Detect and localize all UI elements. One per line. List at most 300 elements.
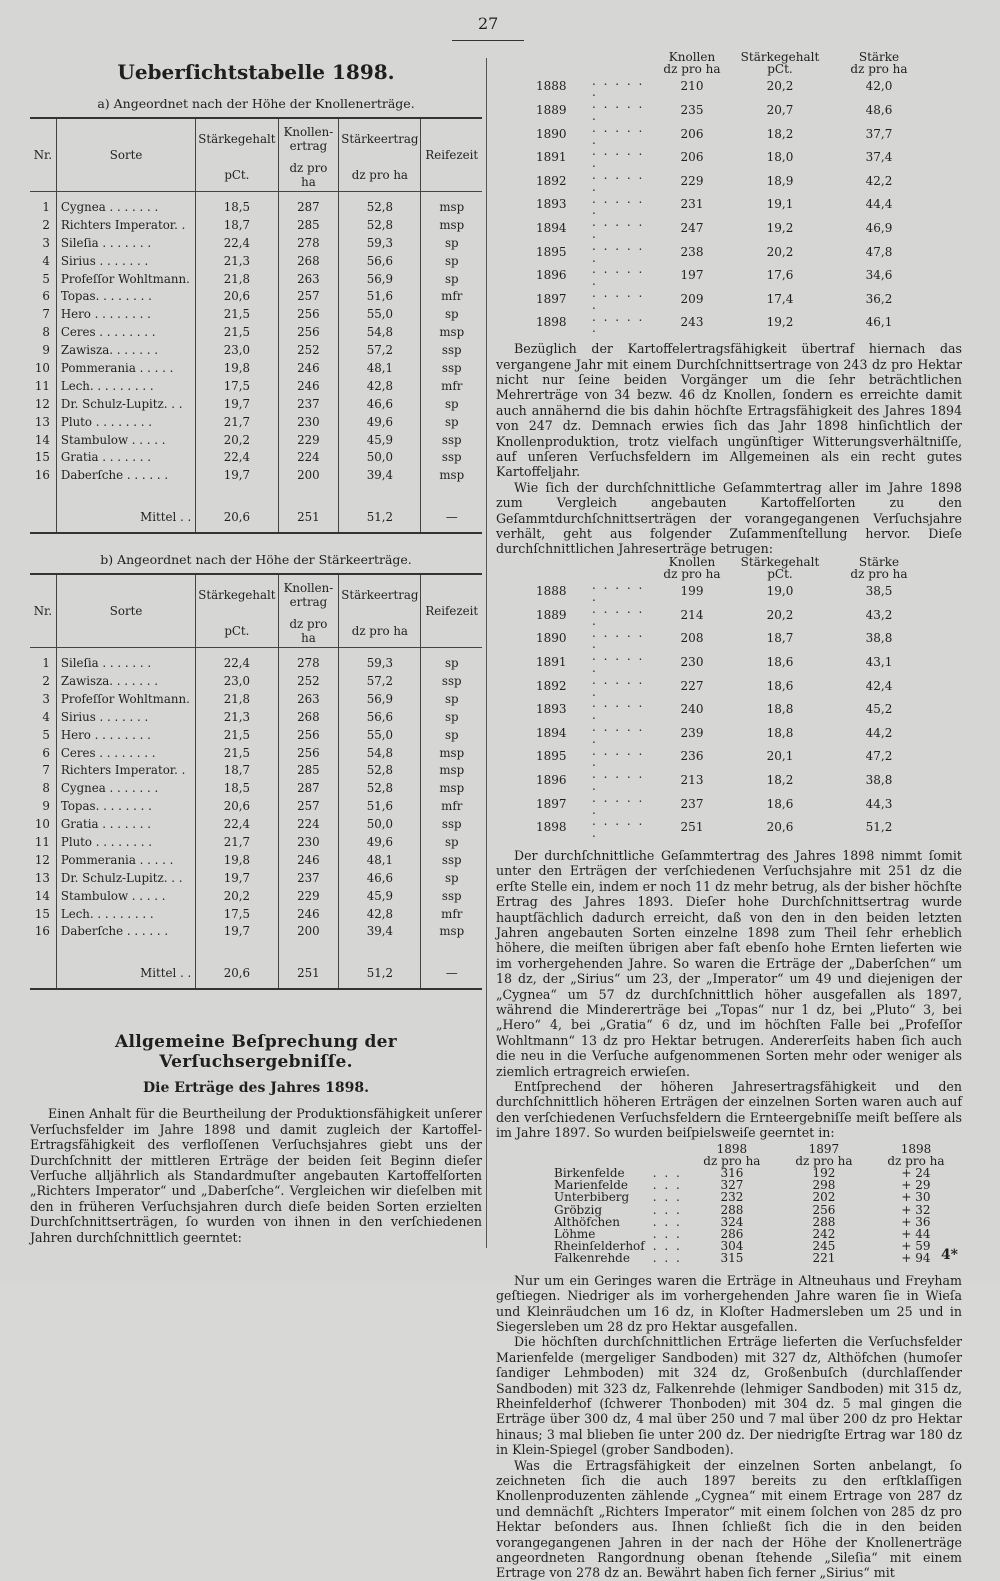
variety-name: Dr. Schulz-Lupitz. . . [56,869,195,887]
starch-content: 23,0 [196,341,278,359]
right-paragraph-6: Die höchſten durchſchnittlichen Erträge lieferten die Verſuchsfelder Marienfelde (mergeliger Sandboden) mit 327 dz, Althöfchen (humoſer ſandiger Lehmboden) mit 324 dz, Großenbuſch (durchlaſſender Sandboden) mit 323 dz, Falkenrehde (lehmiger Sandboden) mit 315 dz, Rheinfelderhof (ſchwerer Thonboden) mit 304 dz. 5 mal gingen die Erträge über 300 dz, 4 mal über 250 und 7 mal über 200 dz pro Hektar hinaus; 3 mal blieben ſie unter 200 dz. Der niedrigſte Ertrag war 180 dz in Klein-Spiegel (grober Sandboden). [496,1334,962,1458]
yield-1897: 202 [812,1190,836,1205]
starch-yield: 57,2 [339,341,421,359]
table-row [30,815,482,833]
ripening-time: msp [421,779,482,797]
unit-staerke: dz pro ha [339,159,421,192]
leader-dots: . . . . . . [592,191,645,218]
location-row [550,1191,962,1203]
variety-name: Richters Imperator. . [56,216,195,234]
starch-content: 23,0 [196,672,278,690]
variety-name: Ceres . . . . . . . . [56,323,195,341]
row-number: 5 [42,727,50,742]
header-staerkegehalt: Stärkegehalt [196,118,278,159]
ripening-time: sp [421,413,482,431]
year: 1894 [536,725,567,740]
tuber-yield: 200 [278,923,339,941]
mean-tuber-yield: 251 [278,502,339,533]
starch-content: 18,5 [196,779,278,797]
mean-label: Mittel . . [56,502,195,533]
table-row [30,761,482,779]
table-row [30,216,482,234]
column-divider [486,58,487,1248]
row-number: 11 [34,378,50,393]
row-number: 10 [34,360,50,375]
tuber-yield: 246 [278,377,339,395]
yield-difference: + 94 [901,1251,931,1266]
variety-name: Topas. . . . . . . . [56,287,195,305]
tuber-yield: 229 [278,431,339,449]
table-row [30,305,482,323]
mean-row [30,502,482,533]
ripening-time: ssp [421,448,482,466]
ripening-time: sp [421,654,482,672]
tuber-yield: 251 [680,820,704,835]
table-row [30,270,482,288]
ripening-time: ssp [421,851,482,869]
yield-1897: 245 [812,1239,836,1254]
tuber-yield: 256 [278,305,339,323]
tuber-yield: 230 [680,655,704,670]
starch-content: 19,0 [766,584,794,599]
table-row [30,466,482,484]
year-row [532,99,926,123]
starch-yield: 47,8 [865,244,893,259]
loc-h-diff: 1898 [900,1141,932,1156]
ripening-time: sp [421,252,482,270]
row-number: 4 [42,253,50,268]
tuber-yield: 256 [278,744,339,762]
variety-name: Profeſſor Wohltmann. [56,690,195,708]
tuber-yield: 237 [278,395,339,413]
leader-dots: . . . . . . [592,167,645,194]
row-number: 7 [42,763,50,778]
section-subheading: Die Erträge des Jahres 1898. [143,1080,369,1097]
variety-name: Cygnea . . . . . . . [56,198,195,216]
starch-yield: 56,9 [339,690,421,708]
tuber-yield: 287 [278,198,339,216]
yield-difference: + 44 [901,1227,931,1242]
leader-dots: . . . [652,1166,682,1181]
header-reifezeit: Reifezeit [421,118,482,192]
starch-content: 18,7 [196,761,278,779]
variety-name: Gratia . . . . . . . [56,815,195,833]
table-row [30,779,482,797]
starch-yield: 52,8 [339,779,421,797]
row-number: 10 [34,817,50,832]
row-number: 16 [34,924,50,939]
year: 1890 [536,631,567,646]
year-row [532,769,926,793]
starch-yield: 45,9 [339,431,421,449]
year: 1896 [536,268,567,283]
tuber-yield: 214 [680,607,704,622]
tuber-yield: 256 [278,726,339,744]
starch-content: 21,5 [196,323,278,341]
starch-content: 20,6 [196,797,278,815]
loc-h-1897: 1897 [808,1141,840,1156]
row-number: 13 [34,414,50,429]
yield-difference: + 24 [901,1166,931,1181]
yield-1897: 298 [812,1178,836,1193]
yield-1897: 256 [812,1202,836,1217]
ripening-time: sp [421,395,482,413]
starch-content: 22,4 [196,448,278,466]
year-row [532,241,926,265]
starch-yield: 42,2 [865,173,893,188]
year-row [532,604,926,628]
unit-staerkegehalt: pCt. [196,159,278,192]
leader-dots: . . . [652,1190,682,1205]
tuber-yield: 285 [278,761,339,779]
yt1-h-knollen: Knollen [668,50,716,64]
leader-dots: . . . [652,1227,682,1242]
ripening-time: sp [421,726,482,744]
mean-ripening: — [421,958,482,989]
yield-1898: 286 [720,1227,744,1242]
tuber-yield: 236 [680,749,704,764]
starch-yield: 57,2 [339,672,421,690]
table-row [30,923,482,941]
row-number: 15 [34,906,50,921]
yt2-h-staerkegehalt: Stärkegehalt [740,554,820,569]
tuber-yield: 287 [278,779,339,797]
year: 1893 [536,702,567,717]
leader-dots: . . . . . . [592,144,645,171]
mean-starch-yield: 51,2 [339,502,421,533]
starch-yield: 55,0 [339,726,421,744]
location-table-body [550,1167,962,1265]
year-table-1 [532,52,926,335]
year-row [532,816,926,840]
leader-dots: . . . . . . [592,767,645,793]
starch-yield: 49,6 [339,413,421,431]
starch-content: 21,3 [196,252,278,270]
table-row [30,797,482,815]
variety-name: Daberſche . . . . . . [56,466,195,484]
right-paragraph-3: Der durchſchnittliche Geſammtertrag des Jahres 1898 nimmt ſomit unter den Erträgen der verſchiedenen Verſuchsjahre mit 251 dz die erſte Stelle ein, indem er noch 11 dz mehr betrug, als der bisher höchſte Ertrag des Jahres 1893. Dieſer hohe Durchſchnittsertrag wurde hauptſächlich dadurch erreicht, daß von den in den beiden letzten Jahren angebauten Sorten einzelne 1898 zum Theil ſehr erheblich höhere, die meiſten übrigen aber faſt ebenſo hohe Ernten lieferten wie im vorhergehenden Jahre. So waren die Erträge der „Daberſchen“ um 18 dz, der „Sirius“ um 23, der „Imperator“ um 49 und diejenigen der „Cygnea“ um 57 dz durchſchnittlich höher ausgefallen als 1897, während die Mindererträge bei „Topas“ nur 1 dz, bei „Pluto“ 3, bei „Hero“ 4, bei „Gratia“ 6 dz, und im höchſten Falle bei „Profeſſor Wohltmann“ 13 dz pro Hektar betrugen. Andererſeits haben ſich auch die neu in die Verſuche aufgenommenen Sorten mehr oder weniger als ziemlich ertragreich erwieſen. [496,847,962,1079]
signature-mark: 4* [940,1247,958,1263]
row-number: 14 [34,432,50,447]
mean-row [30,958,482,989]
starch-yield: 39,4 [339,466,421,484]
tuber-yield: 224 [278,815,339,833]
ripening-time: sp [421,690,482,708]
starch-content: 19,2 [766,221,794,236]
table-row [30,833,482,851]
year-row [532,146,926,170]
tuber-yield: 257 [278,797,339,815]
row-number: 13 [34,870,50,885]
starch-yield: 46,6 [339,395,421,413]
starch-yield: 55,0 [339,305,421,323]
row-number: 8 [42,325,50,340]
table-row [30,395,482,413]
starch-yield: 37,7 [865,126,893,141]
starch-content: 20,7 [766,103,794,118]
starch-yield: 54,8 [339,323,421,341]
loc-u-1: dz pro ha [703,1153,761,1168]
leader-dots: . . . . . . [592,814,645,841]
ripening-time: ssp [421,672,482,690]
starch-content: 20,2 [196,431,278,449]
row-number: 1 [42,656,50,671]
yield-1898: 327 [720,1178,744,1193]
yield-difference: + 36 [901,1214,931,1229]
variety-name: Topas. . . . . . . . [56,797,195,815]
starch-yield: 50,0 [339,448,421,466]
table-b-caption: b) Angeordnet nach der Höhe der Stärkeerträge. [100,552,412,568]
table-row [30,252,482,270]
year: 1894 [536,221,567,236]
starch-content: 19,7 [196,923,278,941]
starch-content: 19,7 [196,395,278,413]
mean-nr-empty [30,958,56,989]
starch-yield: 52,8 [339,216,421,234]
table-row [30,744,482,762]
starch-yield: 48,1 [339,359,421,377]
starch-yield: 48,1 [339,851,421,869]
table-b [30,573,482,990]
variety-name: Gratia . . . . . . . [56,448,195,466]
starch-content: 19,8 [196,359,278,377]
tuber-yield: 227 [680,678,704,693]
ripening-time: msp [421,761,482,779]
starch-content: 21,7 [196,413,278,431]
table-row [30,431,482,449]
tuber-yield: 246 [278,359,339,377]
ripening-time: ssp [421,887,482,905]
table-a-body [30,192,482,534]
tuber-yield: 246 [278,851,339,869]
variety-name: Dr. Schulz-Lupitz. . . [56,395,195,413]
starch-yield: 45,9 [339,887,421,905]
year: 1893 [536,197,567,212]
starch-yield: 49,6 [339,833,421,851]
leader-dots: . . . . . . [592,262,645,289]
location-name: Gröbzig [554,1202,603,1217]
starch-yield: 42,8 [339,377,421,395]
table-row [30,198,482,216]
variety-name: Lech. . . . . . . . . [56,377,195,395]
location-name: Althöfchen [554,1214,620,1229]
year-row [532,651,926,675]
row-number: 3 [42,691,50,706]
right-paragraph-5: Nur um ein Geringes waren die Erträge in Altneuhaus und Freyham geſtiegen. Niedriger als im vorhergehenden Jahre waren ſie in Wieſa und Kleinräudchen um 16 dz, in Kloſter Hadmersleben um 25 und in Siegersleben um 28 dz pro Hektar ausgefallen. [496,1272,962,1334]
yield-1898: 232 [720,1190,744,1205]
variety-name: Profeſſor Wohltmann. [56,270,195,288]
starch-content: 17,6 [766,268,794,283]
table-row [30,341,482,359]
header-sorte: Sorte [56,118,195,192]
leader-dots: . . . . . . [592,649,645,675]
tuber-yield: 230 [278,833,339,851]
table-row [30,413,482,431]
year: 1892 [536,678,567,693]
row-number: 4 [42,709,50,724]
starch-yield: 59,3 [339,234,421,252]
table-row [30,690,482,708]
variety-name: Sirius . . . . . . . [56,252,195,270]
year-row [532,675,926,699]
year: 1897 [536,291,567,306]
starch-yield: 37,4 [865,150,893,165]
starch-content: 22,4 [196,815,278,833]
yt2-h-staerke: Stärke [858,554,900,569]
row-number: 6 [42,289,50,304]
starch-content: 21,8 [196,270,278,288]
mean-starch-yield: 51,2 [339,958,421,989]
header-rule [452,40,524,41]
row-number: 5 [42,271,50,286]
table-gap-row [30,940,482,958]
table-a [30,117,482,534]
starch-content: 18,6 [766,796,794,811]
variety-name: Ceres . . . . . . . . [56,744,195,762]
tuber-yield: 206 [680,150,704,165]
unit-knollen: dz pro ha [278,615,339,648]
starch-content: 17,5 [196,905,278,923]
table-row [30,287,482,305]
ripening-time: msp [421,923,482,941]
starch-yield: 43,2 [865,607,893,622]
yt1-h-staerkegehalt: Stärkegehalt [740,50,820,64]
table-b-body [30,648,482,990]
year-row [532,123,926,147]
ripening-time: sp [421,833,482,851]
yt1-u-staerkegehalt: pCt. [767,61,793,76]
tuber-yield: 209 [680,291,704,306]
table-row [30,448,482,466]
starch-content: 19,7 [196,466,278,484]
yield-difference: + 59 [901,1239,931,1254]
row-number: 16 [34,468,50,483]
tuber-yield: 200 [278,466,339,484]
mean-tuber-yield: 251 [278,958,339,989]
variety-name: Lech. . . . . . . . . [56,905,195,923]
starch-yield: 52,8 [339,761,421,779]
ripening-time: sp [421,305,482,323]
ripening-time: ssp [421,341,482,359]
starch-yield: 54,8 [339,744,421,762]
starch-content: 20,6 [196,287,278,305]
row-number: 14 [34,888,50,903]
tuber-yield: 252 [278,341,339,359]
section-heading: Allgemeine Beſprechung der Verſuchsergebniſſe. [114,1032,398,1073]
leader-dots: . . . . . . [592,743,645,770]
starch-content: 19,8 [196,851,278,869]
starch-content: 18,9 [766,173,794,188]
starch-content: 21,5 [196,744,278,762]
year: 1895 [536,749,567,764]
row-number: 3 [42,235,50,250]
yield-1897: 288 [812,1214,836,1229]
year: 1890 [536,126,567,141]
year-row [532,722,926,746]
leader-dots: . . . [652,1214,682,1229]
header-staerkeertrag: Stärkeertrag [339,118,421,159]
mean-starch-content: 20,6 [196,958,278,989]
starch-yield: 34,6 [865,268,893,283]
location-name: Falkenrehde [554,1251,630,1266]
starch-yield: 46,9 [865,221,893,236]
year-row [532,628,926,652]
year-row [532,580,926,604]
year-row [532,194,926,218]
starch-yield: 45,2 [865,702,893,717]
starch-content: 18,2 [766,126,794,141]
mean-label: Mittel . . [56,958,195,989]
leader-dots: . . . . . . [592,309,645,336]
tuber-yield: 263 [278,270,339,288]
starch-content: 18,2 [766,773,794,788]
yield-1897: 242 [812,1227,836,1242]
starch-content: 18,8 [766,702,794,717]
ripening-time: msp [421,216,482,234]
variety-name: Pommerania . . . . . [56,851,195,869]
location-name: Löhme [554,1227,596,1242]
table-b-header-row [30,574,482,615]
tuber-yield: 199 [680,584,704,599]
starch-content: 20,6 [766,820,794,835]
year: 1892 [536,173,567,188]
ripening-time: ssp [421,431,482,449]
starch-content: 21,3 [196,708,278,726]
leader-dots: . . . . . . [592,602,645,628]
table-a-caption: a) Angeordnet nach der Höhe der Knollenerträge. [97,96,415,111]
leader-dots: . . . . . . [592,790,645,817]
row-number: 9 [42,343,50,358]
header-staerkegehalt: Stärkegehalt [196,574,278,615]
starch-content: 18,7 [196,216,278,234]
year-row [532,76,926,100]
header-staerkeertrag: Stärkeertrag [339,574,421,615]
tuber-yield: 247 [680,221,704,236]
unit-staerkegehalt: pCt. [196,615,278,648]
starch-yield: 42,4 [865,678,893,693]
tuber-yield: 256 [278,323,339,341]
leader-dots: . . . . . . [592,578,645,605]
starch-content: 17,5 [196,377,278,395]
yield-1897: 221 [812,1251,836,1266]
right-paragraph-2: Wie ſich der durchſchnittliche Geſammtertrag aller im Jahre 1898 zum Vergleich angebauten Kartoffelſorten zu den Geſammtdurchſchnittserträgen der vorangegangenen Verſuchsjahre verhält, geht aus folgender Zuſammenſtellung hervor. Dieſe durchſchnittlichen Jahreserträge betrugen: [496,479,962,557]
leader-dots: . . . . . . [592,672,645,699]
starch-content: 21,5 [196,305,278,323]
leader-dots: . . . [652,1239,682,1254]
yt2-u-staerke: dz pro ha [850,566,908,581]
year-row [532,312,926,336]
variety-name: Cygnea . . . . . . . [56,779,195,797]
starch-content: 21,5 [196,726,278,744]
tuber-yield: 230 [278,413,339,431]
right-paragraph-4: Entſprechend der höheren Jahresertragsfähigkeit und den durchſchnittlich höheren Erträgen der einzelnen Sorten waren auch auf den verſchiedenen Verſuchsfeldern die Ernteergebniſſe meiſt beſſere als im Jahre 1897. So wurden beiſpielsweiſe geerntet in: [496,1079,962,1141]
ripening-time: sp [421,234,482,252]
starch-content: 18,5 [196,198,278,216]
tuber-yield: 263 [278,690,339,708]
header-nr: Nr. [30,118,56,192]
starch-yield: 47,2 [865,749,893,764]
variety-name: Hero . . . . . . . . [56,726,195,744]
tuber-yield: 206 [680,126,704,141]
year-row [532,746,926,770]
ripening-time: sp [421,869,482,887]
variety-name: Sirius . . . . . . . [56,708,195,726]
year-table-2-body [532,580,926,840]
starch-yield: 56,6 [339,708,421,726]
row-number: 12 [34,396,50,411]
page-number: 27 [478,14,499,33]
loc-h-1898: 1898 [716,1141,748,1156]
